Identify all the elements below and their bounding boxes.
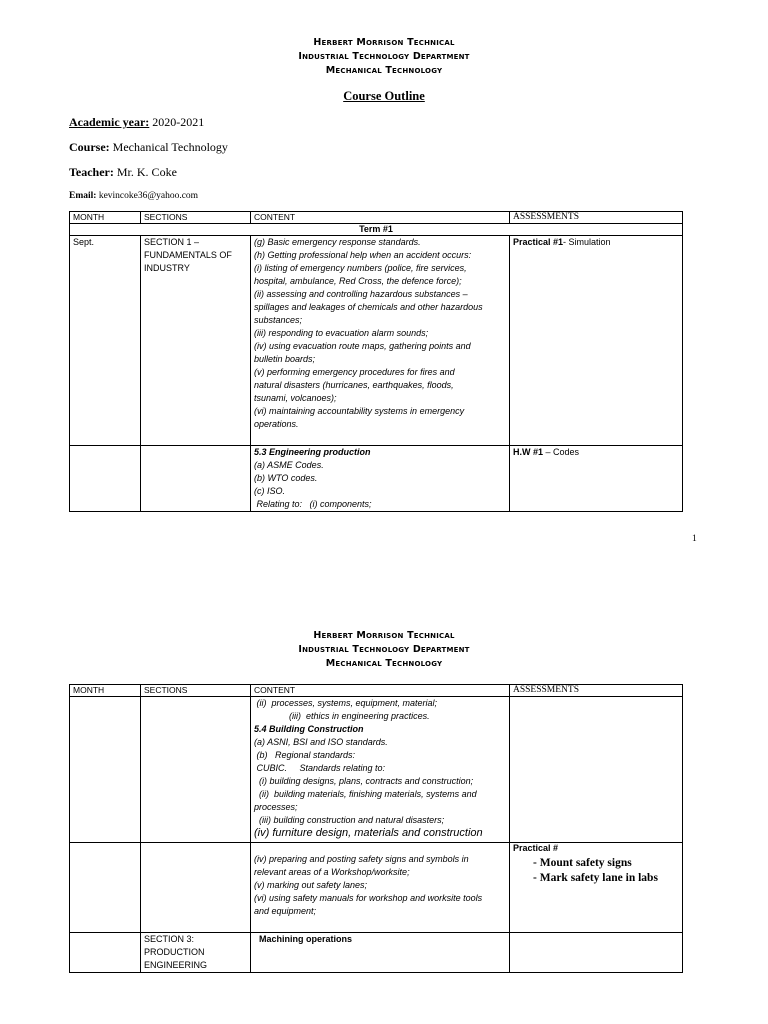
assessment-cell [510,697,683,843]
program-name: Mechanical Technology [325,658,443,669]
content-cell [251,446,510,512]
month-cell [70,843,141,933]
teacher-line [69,165,177,180]
program-name: Mechanical Technology [325,65,443,76]
sections-header: SECTIONS [141,212,251,224]
content-line: (g) Basic emergency response standards. [254,237,421,247]
content-line: (b) WTO codes. [254,473,318,483]
section-cell: SECTION 3: PRODUCTION ENGINEERING [141,933,251,973]
content-line: processes; [254,802,298,812]
content-line: (iv) using evacuation route maps, gathering points and [254,341,471,351]
table-row [70,697,683,843]
list-item: - Mount safety signs [533,856,679,871]
teacher-value: Mr. K. Coke [116,165,177,179]
content-line: operations. [254,419,299,429]
page1-header [0,36,768,78]
table-row [70,933,683,973]
content-line: Relating to: (i) components; [254,499,372,509]
assessment-cell [510,933,683,973]
email-line [69,191,198,201]
sections-header: SECTIONS [141,685,251,697]
month-cell [70,446,141,512]
content-cell [251,933,510,973]
content-line: CUBIC. Standards relating to: [254,763,386,773]
content-line: substances; [254,315,303,325]
content-line: (i) listing of emergency numbers (police, fire services, [254,263,467,273]
content-line: hospital, ambulance, Red Cross, the defence force); [254,276,462,286]
month-cell [70,933,141,973]
email-label: Email: [69,191,97,201]
content-line: (vi) using safety manuals for workshop and worksite tools [254,893,483,903]
month-cell [70,697,141,843]
school-name: Herbert Morrison Technical [313,37,455,48]
course-label: Course: [69,140,110,154]
department-name: Industrial Technology Department [298,644,470,655]
content-line: relevant areas of a Workshop/worksite; [254,867,410,877]
content-line: (a) ASNI, BSI and ISO standards. [254,737,388,747]
content-heading: 5.3 Engineering production [254,447,371,457]
content-header: CONTENT [251,212,510,224]
content-line: (a) ASME Codes. [254,460,324,470]
content-line: (ii) assessing and controlling hazardous substances – [254,289,468,299]
school-name: Herbert Morrison Technical [313,630,455,641]
content-heading: Machining operations [259,934,353,944]
content-line: (iii) responding to evacuation alarm sounds; [254,328,429,338]
document-title: Course Outline [343,89,425,103]
table-row [70,843,683,933]
content-line: (iv) furniture design, materials and construction [254,827,483,839]
content-line: (c) ISO. [254,486,285,496]
content-line: and equipment; [254,906,317,916]
assessment-title: H.W #1 [513,447,544,457]
content-line: (v) marking out safety lanes; [254,880,368,890]
academic-year-line [69,115,204,130]
assessment-title: Practical #1 [513,237,564,247]
content-line: (ii) processes, systems, equipment, material; [254,698,438,708]
term-label: Term #1 [70,224,683,236]
content-header: CONTENT [251,685,510,697]
section-cell [141,446,251,512]
email-value: kevincoke36@yahoo.com [98,191,199,201]
teacher-label: Teacher: [69,165,114,179]
table-row [70,446,683,512]
content-heading: 5.4 Building Construction [254,724,364,734]
assessment-cell [510,236,683,446]
list-item: - Mark safety lane in labs [533,871,679,886]
content-line: natural disasters (hurricanes, earthquakes, floods, [254,380,454,390]
department-name: Industrial Technology Department [298,51,470,62]
content-cell [251,236,510,446]
page-number: 1 [692,534,697,544]
content-cell [251,697,510,843]
content-line: spillages and leakages of chemicals and other hazardous [254,302,483,312]
content-line: (ii) building materials, finishing materials, systems and [254,789,477,799]
table-row [70,236,683,446]
content-line: (iii) building construction and natural disasters; [254,815,445,825]
content-cell [251,843,510,933]
section-cell: SECTION 1 – FUNDAMENTALS OF INDUSTRY [141,236,251,446]
assessment-detail: - Simulation [563,237,611,247]
content-line: tsunami, volcanoes); [254,393,337,403]
month-cell: Sept. [70,236,141,446]
section-cell [141,697,251,843]
section-cell [141,843,251,933]
month-header: MONTH [70,685,141,697]
assessment-detail: – Codes [543,447,580,457]
course-outline-table-page1 [69,211,683,512]
academic-year-value: 2020-2021 [152,115,205,129]
course-outline-table-page2 [69,684,683,973]
content-line: (vi) maintaining accountability systems in emergency [254,406,465,416]
course-value: Mechanical Technology [112,140,228,154]
assessment-list [533,856,679,886]
assessments-header: ASSESSMENTS [510,212,683,224]
content-line: (iv) preparing and posting safety signs and symbols in [254,854,469,864]
course-line [69,140,228,155]
assessment-cell [510,843,683,933]
content-line: (b) Regional standards: [254,750,356,760]
content-line: (iii) ethics in engineering practices. [254,711,430,721]
assessments-header: ASSESSMENTS [510,685,683,697]
academic-year-label: Academic year: [69,115,150,129]
page2-header [0,629,768,671]
content-line: (h) Getting professional help when an accident occurs: [254,250,472,260]
month-header: MONTH [70,212,141,224]
assessment-cell [510,446,683,512]
assessment-title: Practical # [513,843,559,853]
content-line: (i) building designs, plans, contracts and construction; [254,776,474,786]
content-line: bulletin boards; [254,354,316,364]
content-line: (v) performing emergency procedures for fires and [254,367,455,377]
